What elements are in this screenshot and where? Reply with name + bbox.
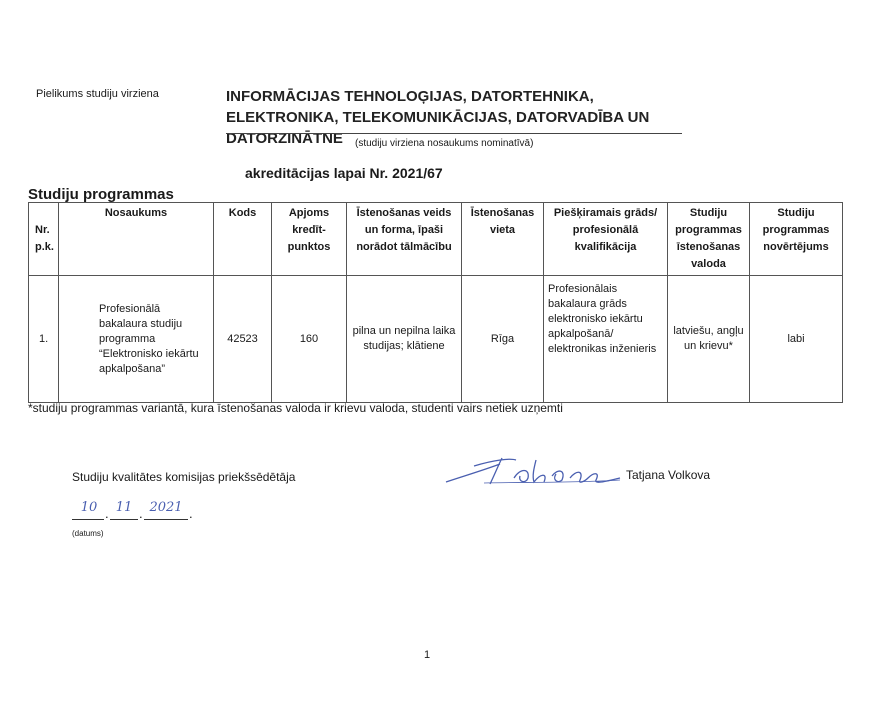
- date-separator: .: [105, 506, 109, 521]
- table-header-row: [29, 203, 843, 276]
- cell-code: 42523: [214, 276, 272, 403]
- footnote: *studiju programmas variantā, kura īstenošanas valoda ir krievu valoda, studenti vairs netiek uzņemti: [28, 401, 563, 415]
- signature-text: Volkova: [544, 474, 548, 475]
- date-month: 11: [115, 500, 133, 515]
- cell-language: latviešu, angļu un krievu*: [668, 276, 750, 403]
- appendix-label: Pielikums studiju virziena: [36, 88, 159, 100]
- header-form: Īstenošanas veids un forma, īpaši norādot tālmācību: [347, 203, 462, 276]
- direction-note: (studiju virziena nosaukums nominatīvā): [355, 138, 534, 149]
- study-programs-table: [28, 202, 843, 403]
- signature-image: [444, 452, 622, 488]
- header-name: Nosaukums: [59, 203, 214, 276]
- study-direction-title: INFORMĀCIJAS TEHNOLOĢIJAS, DATORTEHNIKA, ELEKTRONIKA, TELEKOMUNIKĀCIJAS, DATORVADĪBA UN DATORZINĀTNE: [226, 88, 650, 147]
- date-separator: .: [189, 506, 193, 521]
- date-month-line: [110, 519, 138, 520]
- date-caption: (datums): [72, 529, 104, 538]
- cell-nr: 1.: [29, 276, 59, 403]
- date-separator: .: [139, 506, 143, 521]
- header-language: Studiju programmas īstenošanas valoda: [668, 203, 750, 276]
- cell-degree: Profesionālais bakalaura grāds elektronisko iekārtu apkalpošanā/ elektronikas inženieris: [544, 276, 668, 403]
- page-number: 1: [424, 649, 431, 661]
- chair-name: Tatjana Volkova: [626, 468, 711, 482]
- header-place: Īstenošanas vieta: [462, 203, 544, 276]
- accreditation-sheet-number: akreditācijas lapai Nr. 2021/67: [245, 165, 443, 181]
- chair-role: Studiju kvalitātes komisijas priekšsēdētāja: [72, 470, 296, 484]
- date-day-line: [72, 519, 104, 520]
- date-year: 2021: [149, 500, 183, 515]
- cell-form: pilna un nepilna laika studijas; klātiene: [347, 276, 462, 403]
- date-field: [72, 500, 212, 524]
- table-row: [29, 276, 843, 403]
- section-title: Studiju programmas: [28, 186, 174, 203]
- cell-place: Rīga: [462, 276, 544, 403]
- header-code: Kods: [214, 203, 272, 276]
- header-nr: Nr. p.k.: [29, 203, 59, 276]
- header-degree: Piešķiramais grāds/ profesionālā kvalifikācija: [544, 203, 668, 276]
- header-credits: Apjoms kredīt-punktos: [272, 203, 347, 276]
- cell-credits: 160: [272, 276, 347, 403]
- header-evaluation: Studiju programmas novērtējums: [750, 203, 843, 276]
- date-year-line: [144, 519, 188, 520]
- date-day: 10: [80, 500, 98, 515]
- cell-name: Profesionālā bakalaura studiju programma “Elektronisko iekārtu apkalpošana”: [59, 276, 214, 403]
- direction-underline: [226, 133, 682, 134]
- cell-evaluation: labi: [750, 276, 843, 403]
